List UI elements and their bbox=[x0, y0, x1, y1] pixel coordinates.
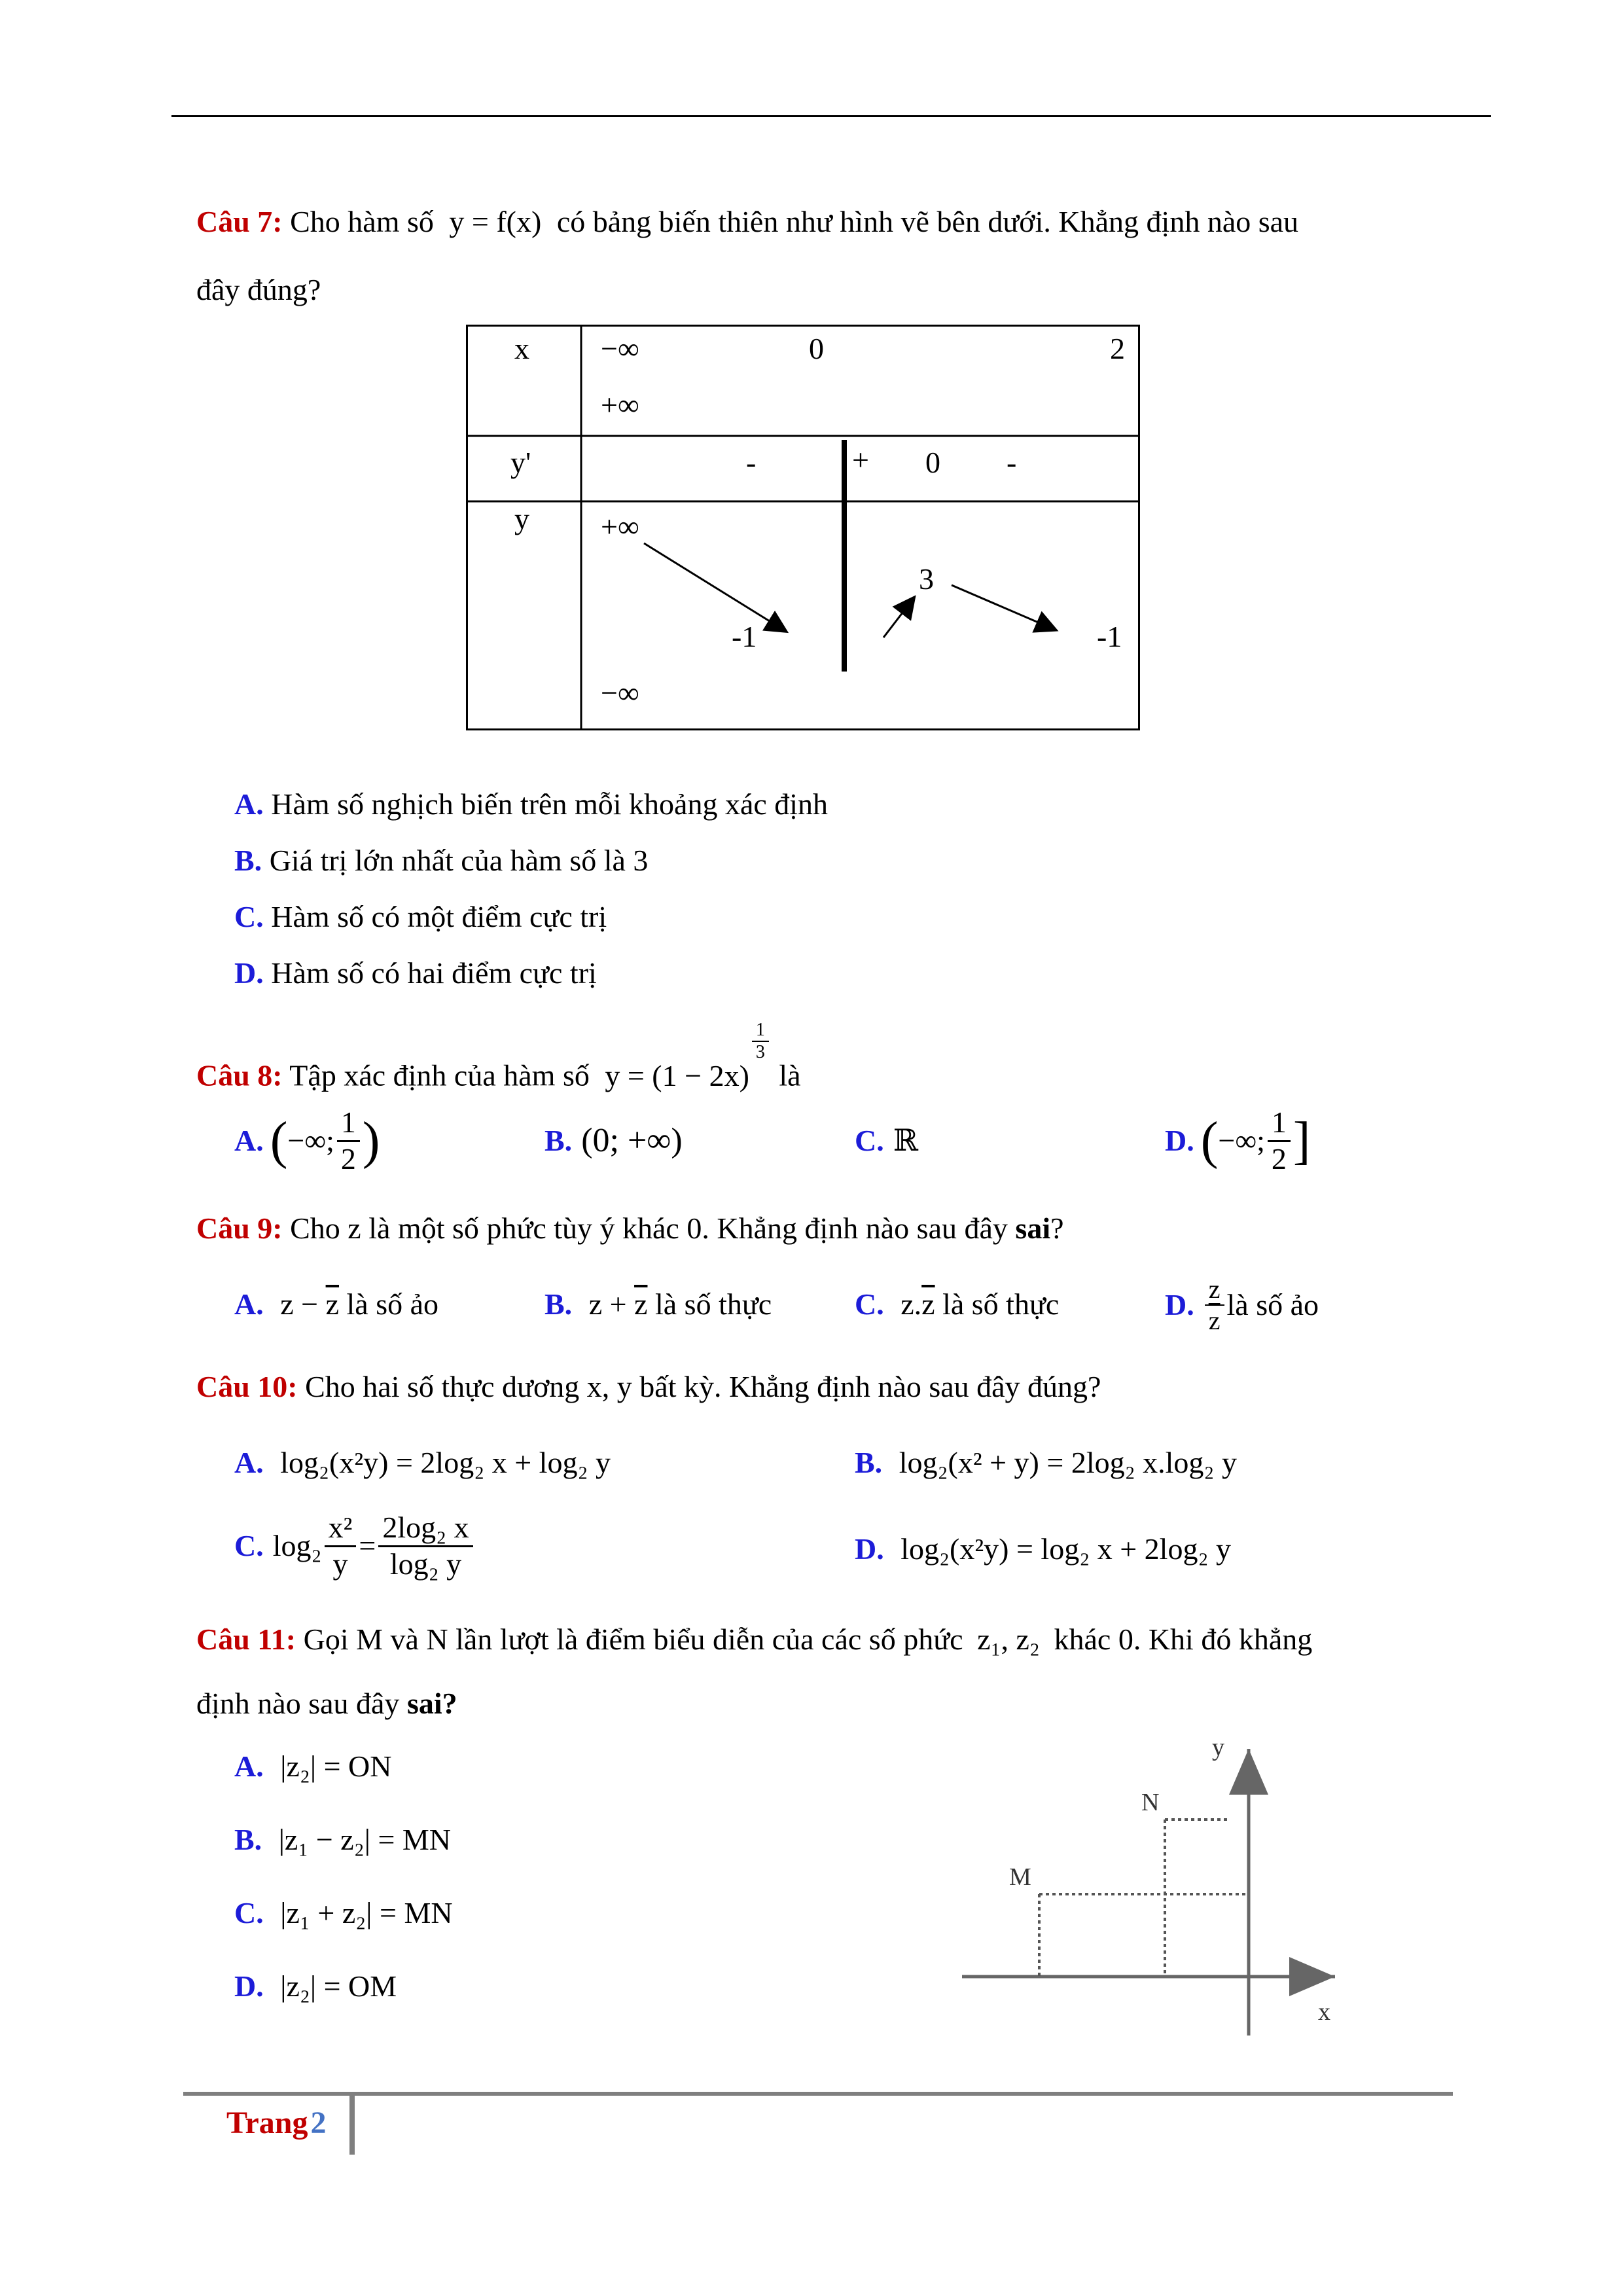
q9-option-a-conj: $\overline{z}$ bbox=[325, 1287, 340, 1321]
q9-option-c-text: là số thực bbox=[935, 1287, 1060, 1321]
q7-option-a-key: A. bbox=[234, 787, 264, 821]
q7-option-d-text: Hàm số có hai điểm cực trị bbox=[271, 956, 597, 990]
q7-option-d-key: D. bbox=[234, 956, 264, 990]
question-8-formula bbox=[605, 1020, 779, 1092]
q7-option-b-text: Giá trị lớn nhất của hàm số là 3 bbox=[269, 844, 649, 877]
q8-option-c-text: ℝ bbox=[893, 1124, 918, 1157]
q8-option-d-right-bracket: ] bbox=[1293, 1112, 1311, 1170]
q8-option-d-left-paren: ( bbox=[1200, 1112, 1219, 1170]
q8-option-a[interactable] bbox=[234, 1100, 380, 1182]
q9-option-d-key: D. bbox=[1165, 1288, 1194, 1321]
q8-option-b[interactable] bbox=[544, 1100, 683, 1182]
q7-option-b[interactable] bbox=[234, 846, 648, 876]
table-y-minus-one-1: -1 bbox=[732, 620, 757, 653]
q9-option-d[interactable] bbox=[1165, 1270, 1319, 1340]
table-x-pos-inf: +∞ bbox=[601, 388, 639, 422]
question-11-formula: z₁, z₂ bbox=[977, 1623, 1040, 1656]
q8-option-a-key: A. bbox=[234, 1124, 264, 1157]
q10-option-a-key: A. bbox=[234, 1446, 264, 1479]
question-11-line-2 bbox=[196, 1689, 457, 1719]
question-7-label: Câu 7: bbox=[196, 205, 283, 238]
q7-option-a-text: Hàm số nghịch biến trên mỗi khoảng xác định bbox=[271, 787, 829, 821]
q10-option-b-formula: log₂(x² + y) = 2log₂ x.log₂ y bbox=[899, 1446, 1237, 1479]
question-8-label: Câu 8: bbox=[196, 1058, 283, 1092]
table-dy-minus-1: - bbox=[746, 446, 757, 479]
q10-option-b[interactable] bbox=[855, 1448, 1237, 1478]
question-10-line bbox=[196, 1372, 1101, 1402]
q9-option-b-math: z + bbox=[588, 1287, 635, 1321]
q9-option-b-conj: $\overline{z}$ bbox=[634, 1287, 648, 1321]
table-x-two: 2 bbox=[1110, 332, 1125, 365]
q10-option-c-equals: = bbox=[359, 1529, 376, 1562]
q11-option-c-formula: |z₁ + z₂| = MN bbox=[280, 1896, 453, 1929]
question-8-formula-base: y = (1 − 2x) bbox=[605, 1058, 749, 1092]
q9-option-c-math: z. bbox=[901, 1287, 922, 1321]
arrow-decrease-1 bbox=[644, 543, 785, 631]
question-7-text-a: Cho hàm số bbox=[290, 205, 434, 238]
footer-divider bbox=[349, 2096, 355, 2155]
arrow-decrease-2 bbox=[952, 585, 1055, 630]
q7-option-b-key: B. bbox=[234, 844, 262, 877]
q8-option-a-left-paren: ( bbox=[270, 1112, 288, 1170]
question-11-text-a: Gọi M và N lần lượt là điểm biểu diễn của các số phức bbox=[303, 1623, 963, 1656]
q11-option-b-formula: |z₁ − z₂| = MN bbox=[278, 1823, 452, 1856]
question-11-label: Câu 11: bbox=[196, 1623, 296, 1656]
table-row-x-label: x bbox=[514, 332, 529, 365]
q11-option-c[interactable] bbox=[234, 1898, 453, 1928]
footer-page-label: Trang bbox=[226, 2106, 308, 2140]
q10-option-c-lhs-fraction: $\frac{\text{x²}}{y}$ bbox=[325, 1511, 357, 1582]
q10-option-a-formula: log₂(x²y) = 2log₂ x + log₂ y bbox=[280, 1446, 611, 1479]
question-10-text: Cho hai số thực dương x, y bất kỳ. Khẳng định nào sau đây đúng? bbox=[305, 1370, 1101, 1403]
question-8-text-a: Tập xác định của hàm số bbox=[289, 1058, 590, 1092]
footer-rule bbox=[183, 2092, 1453, 2096]
q8-option-d-fraction: $\frac{1}{2}$ bbox=[1268, 1105, 1291, 1177]
question-7-line-1 bbox=[196, 207, 1298, 237]
q10-option-c-key: C. bbox=[234, 1529, 264, 1562]
q7-option-a[interactable] bbox=[234, 789, 828, 819]
q9-option-c-key: C. bbox=[855, 1287, 884, 1321]
q11-option-d-formula: |z₂| = OM bbox=[280, 1969, 397, 2003]
q9-option-b-key: B. bbox=[544, 1287, 573, 1321]
q8-option-c[interactable] bbox=[855, 1100, 918, 1182]
q9-option-d-fraction: $\frac{z}{z}$ bbox=[1205, 1274, 1224, 1336]
question-8-text-b: là bbox=[779, 1058, 801, 1092]
table-dy-plus: + bbox=[852, 443, 869, 476]
q9-option-a-math: z − bbox=[280, 1287, 326, 1321]
q10-option-c-lhs: log₂ bbox=[272, 1529, 322, 1562]
q7-option-c-key: C. bbox=[234, 900, 264, 933]
question-8-line bbox=[196, 1020, 801, 1092]
q11-option-a-key: A. bbox=[234, 1749, 264, 1783]
q11-option-d[interactable] bbox=[234, 1971, 397, 2001]
figure-label-y: y bbox=[1212, 1734, 1224, 1761]
q11-option-a-formula: |z₂| = ON bbox=[280, 1749, 392, 1783]
q10-option-d[interactable] bbox=[855, 1534, 1231, 1564]
q9-option-c-conj: $\overline{z}$ bbox=[921, 1287, 935, 1321]
figure-label-n: N bbox=[1141, 1789, 1160, 1816]
table-row-y-label: y bbox=[514, 502, 529, 535]
q9-option-c[interactable] bbox=[855, 1289, 1059, 1319]
q10-option-c-rhs-fraction: $\frac{\text{2log₂ x}}{\text{log₂ y}}$ bbox=[378, 1511, 473, 1582]
table-x-zero: 0 bbox=[809, 332, 824, 365]
q8-option-d[interactable] bbox=[1165, 1100, 1311, 1182]
q11-option-a[interactable] bbox=[234, 1751, 392, 1782]
table-dy-zero: 0 bbox=[925, 446, 940, 479]
question-7-line-2: đây đúng? bbox=[196, 273, 321, 306]
question-8-exponent: $\frac{1}{3}$ bbox=[752, 1020, 769, 1063]
q10-option-d-formula: log₂(x²y) = log₂ x + 2log₂ y bbox=[901, 1532, 1231, 1566]
question-9-text-a: Cho z là một số phức tùy ý khác 0. Khẳng định nào sau đây bbox=[290, 1211, 1008, 1245]
q9-option-a-text: là số ảo bbox=[339, 1287, 439, 1321]
q11-option-b-key: B. bbox=[234, 1823, 262, 1856]
table-row-dy-label: y' bbox=[510, 446, 531, 479]
header-rule bbox=[171, 115, 1491, 117]
q11-option-b[interactable] bbox=[234, 1825, 451, 1855]
question-9-line bbox=[196, 1213, 1064, 1244]
q9-option-a[interactable] bbox=[234, 1289, 438, 1319]
question-9-label: Câu 9: bbox=[196, 1211, 283, 1245]
q7-option-c[interactable] bbox=[234, 902, 607, 932]
q10-option-d-key: D. bbox=[855, 1532, 884, 1566]
variation-table bbox=[466, 325, 1140, 730]
question-11-text-bold: sai? bbox=[406, 1687, 457, 1720]
question-10-label: Câu 10: bbox=[196, 1370, 298, 1403]
q8-option-c-key: C. bbox=[855, 1124, 884, 1157]
question-7-formula: y = f(x) bbox=[449, 205, 542, 238]
q11-option-c-key: C. bbox=[234, 1896, 264, 1929]
q8-option-a-body: −∞; bbox=[287, 1124, 334, 1157]
q10-option-a[interactable] bbox=[234, 1448, 611, 1478]
question-11-line-1 bbox=[196, 1624, 1312, 1655]
q7-option-d[interactable] bbox=[234, 958, 597, 988]
figure-label-x: x bbox=[1318, 1998, 1330, 2026]
arrow-increase bbox=[883, 598, 914, 637]
q9-option-b-text: là số thực bbox=[647, 1287, 772, 1321]
q8-option-b-text: (0; +∞) bbox=[581, 1122, 683, 1159]
table-dy-minus-2: - bbox=[1007, 446, 1017, 479]
question-9-text-bold: sai bbox=[1015, 1211, 1051, 1245]
table-y-three: 3 bbox=[919, 562, 934, 596]
q8-option-a-fraction: $\frac{1}{2}$ bbox=[337, 1105, 360, 1177]
q8-option-b-key: B. bbox=[544, 1124, 573, 1157]
footer-page bbox=[226, 2105, 326, 2141]
q7-option-c-text: Hàm số có một điểm cực trị bbox=[271, 900, 607, 933]
q9-option-a-key: A. bbox=[234, 1287, 264, 1321]
question-7-text-b: có bảng biến thiên như hình vẽ bên dưới. Khẳng định nào sau bbox=[556, 205, 1299, 238]
question-11-text-b: khác 0. Khi đó khẳng bbox=[1054, 1623, 1313, 1656]
q11-option-d-key: D. bbox=[234, 1969, 264, 2003]
q8-option-a-right-paren: ) bbox=[362, 1112, 380, 1170]
q8-option-d-body: −∞; bbox=[1218, 1124, 1265, 1157]
q10-option-b-key: B. bbox=[855, 1446, 883, 1479]
q9-option-b[interactable] bbox=[544, 1289, 772, 1319]
q8-option-d-key: D. bbox=[1165, 1124, 1194, 1157]
table-x-neg-inf: −∞ bbox=[601, 332, 639, 365]
q10-option-c[interactable] bbox=[234, 1505, 476, 1587]
table-y-neg-inf: −∞ bbox=[601, 676, 639, 709]
table-y-pos-inf: +∞ bbox=[601, 510, 639, 543]
question-9-text-b: ? bbox=[1050, 1211, 1064, 1245]
table-y-minus-one-2: -1 bbox=[1097, 620, 1122, 653]
q9-option-d-text: là số ảo bbox=[1226, 1288, 1319, 1321]
footer-page-number: 2 bbox=[310, 2106, 327, 2140]
question-11-text-c: định nào sau đây bbox=[196, 1687, 400, 1720]
figure-label-m: M bbox=[1009, 1863, 1031, 1891]
